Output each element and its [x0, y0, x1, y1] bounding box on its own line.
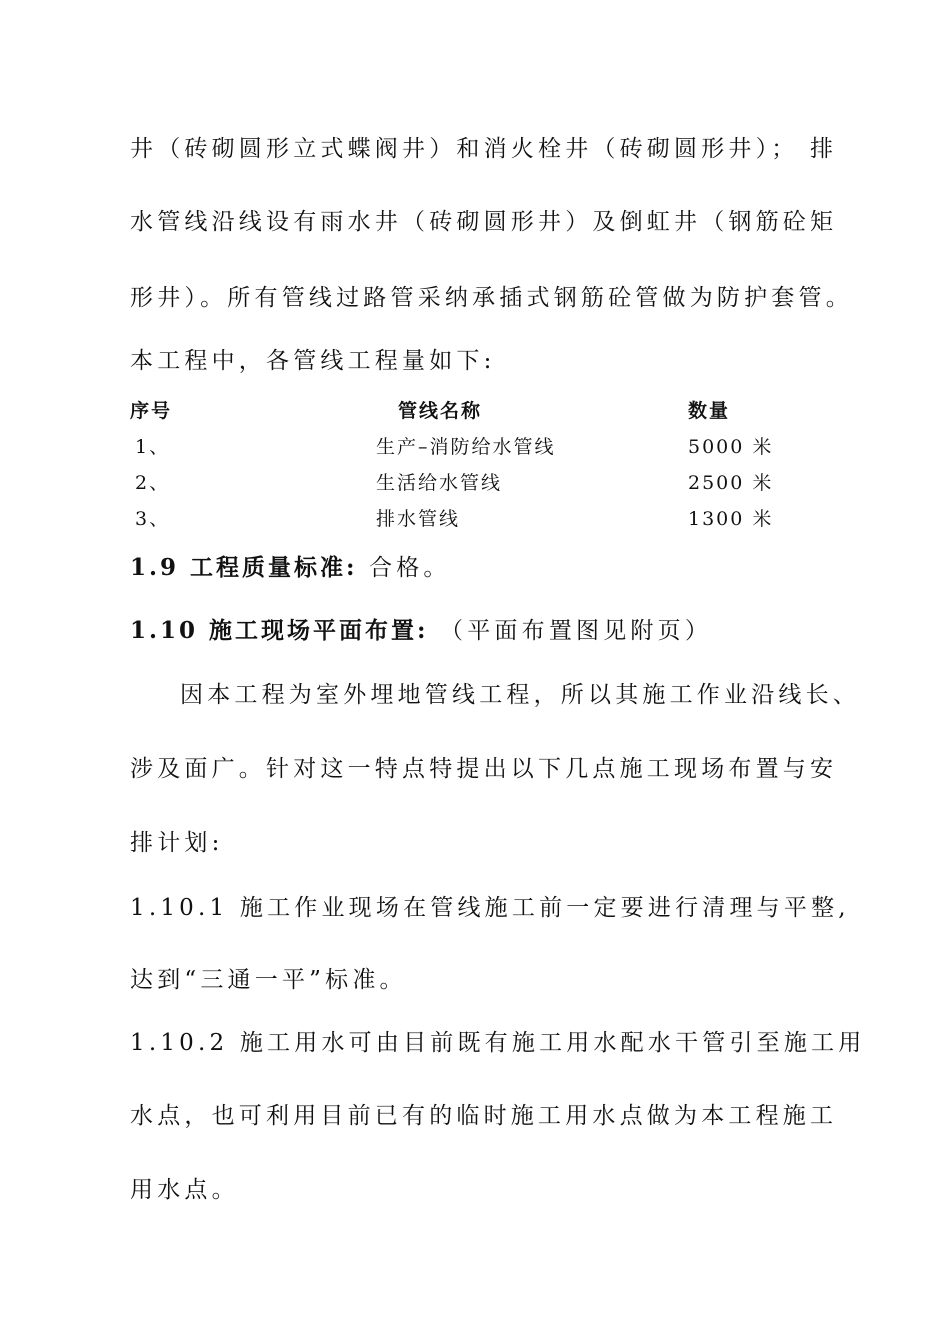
table-cell-name: 生活给水管线 — [376, 472, 503, 494]
table-header-qty: 数量 — [688, 400, 731, 422]
table-cell-name: 生产–消防给水管线 — [376, 436, 556, 458]
table-cell-no: 3、 — [135, 508, 171, 530]
table-cell-no: 1、 — [135, 436, 171, 458]
item-line: 水点，也可利用目前已有的临时施工用水点做为本工程施工 — [130, 1103, 838, 1129]
item-line: 用水点。 — [130, 1177, 239, 1203]
section-heading: 1.10 施工现场平面布置: — [130, 617, 429, 644]
table-cell-qty: 5000 米 — [688, 436, 774, 458]
table-header-no: 序号 — [130, 400, 173, 422]
table-header-name: 管线名称 — [398, 400, 483, 422]
section-text: 合格。 — [357, 555, 451, 581]
item-line: 1.10.2 施工用水可由目前既有施工用水配水干管引至施工用 — [130, 1030, 866, 1056]
item-line: 达到“三通一平”标准。 — [130, 967, 407, 993]
table-cell-name: 排水管线 — [376, 508, 461, 530]
section-1-10 — [130, 616, 712, 646]
paragraph-line: 形井）。所有管线过路管采纳承插式钢筋砼管做为防护套管。 — [130, 285, 853, 311]
table-cell-no: 2、 — [135, 472, 171, 494]
paragraph-line: 因本工程为室外埋地管线工程，所以其施工作业沿线长、 — [180, 682, 860, 708]
paragraph-line: 排计划: — [130, 830, 224, 856]
paragraph-line: 本工程中，各管线工程量如下: — [130, 348, 496, 374]
section-1-9 — [130, 553, 451, 583]
paragraph-line: 涉及面广。针对这一特点特提出以下几点施工现场布置与安 — [130, 756, 838, 782]
paragraph-line: 水管线沿线设有雨水井（砖砌圆形井）及倒虹井（钢筋砼矩 — [130, 209, 838, 235]
table-cell-qty: 2500 米 — [688, 472, 774, 494]
paragraph-line: 井（砖砌圆形立式蝶阀井）和消火栓井（砖砌圆形井）； 排 — [130, 136, 838, 162]
section-text: （平面布置图见附页） — [428, 618, 713, 644]
item-line: 1.10.1 施工作业现场在管线施工前一定要进行清理与平整, — [130, 895, 850, 921]
section-heading: 1.9 工程质量标准: — [130, 554, 358, 581]
table-cell-qty: 1300 米 — [688, 508, 774, 530]
